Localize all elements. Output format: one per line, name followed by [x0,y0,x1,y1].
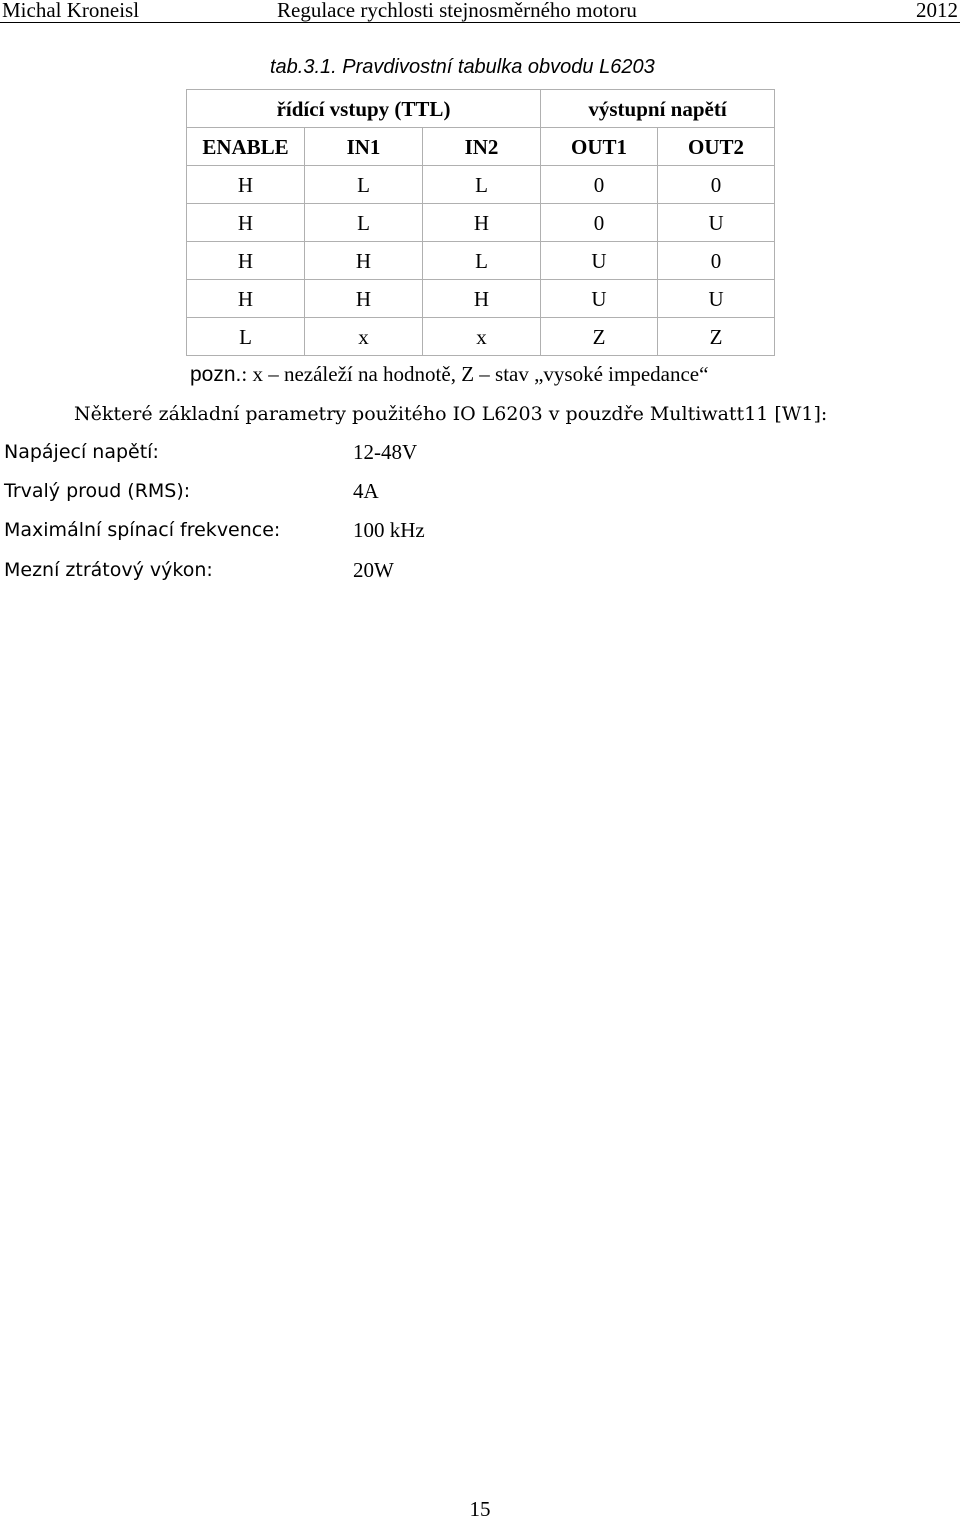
header-author: Michal Kroneisl [2,0,140,22]
param-value: 12-48V [353,440,418,464]
param-value: 4A [353,479,379,503]
table-cell: 0 [658,242,775,280]
param-label: Napájecí napětí: [4,441,159,463]
param-label: Maximální spínací frekvence: [4,519,281,541]
table-cell: H [423,204,541,242]
table-cell: 0 [658,166,775,204]
table-note [190,362,708,387]
note-prefix: pozn. [190,363,242,386]
table-cell: U [658,204,775,242]
param-row [0,477,960,507]
table-row [187,318,775,356]
column-header: IN2 [423,128,541,166]
table-cell: L [423,166,541,204]
column-header: ENABLE [187,128,305,166]
note-text: : x – nezáleží na hodnotě, Z – stav „vysoké impedance“ [241,362,709,386]
table-cell: x [305,318,423,356]
table-cell: U [658,280,775,318]
table-row [187,166,775,204]
table-cell: U [541,280,658,318]
header-title: Regulace rychlosti stejnosměrného motoru [277,0,637,22]
parameters-intro: Některé základní parametry použitého IO L6203 v pouzdře Multiwatt11 [W1]: [74,403,828,425]
column-header: OUT2 [658,128,775,166]
table-row [187,280,775,318]
group-header-inputs: řídící vstupy (TTL) [187,90,541,128]
table-cell: Z [658,318,775,356]
table-cell: H [187,204,305,242]
table-cell: 0 [541,166,658,204]
table-column-header-row [187,128,775,166]
table-cell: Z [541,318,658,356]
table-cell: L [305,166,423,204]
header-year: 2012 [916,0,958,22]
column-header: IN1 [305,128,423,166]
page-header [0,0,960,23]
table-cell: H [187,280,305,318]
table-cell: L [423,242,541,280]
param-row [0,516,960,546]
table-cell: L [305,204,423,242]
param-label: Trvalý proud (RMS): [4,480,191,502]
group-header-outputs: výstupní napětí [541,90,775,128]
table-cell: L [187,318,305,356]
column-header: OUT1 [541,128,658,166]
truth-table [186,89,775,356]
param-row [0,438,960,468]
table-row [187,204,775,242]
param-value: 100 kHz [353,518,425,542]
table-cell: H [187,166,305,204]
param-value: 20W [353,558,394,582]
table-row [187,242,775,280]
table-group-header-row [187,90,775,128]
page-number: 15 [469,1497,491,1521]
table-cell: H [423,280,541,318]
table-cell: H [187,242,305,280]
param-row [0,556,960,586]
table-cell: U [541,242,658,280]
table-cell: H [305,242,423,280]
param-label: Mezní ztrátový výkon: [4,559,213,581]
table-cell: x [423,318,541,356]
table-cell: 0 [541,204,658,242]
table-caption: tab.3.1. Pravdivostní tabulka obvodu L6203 [270,56,655,78]
table-cell: H [305,280,423,318]
